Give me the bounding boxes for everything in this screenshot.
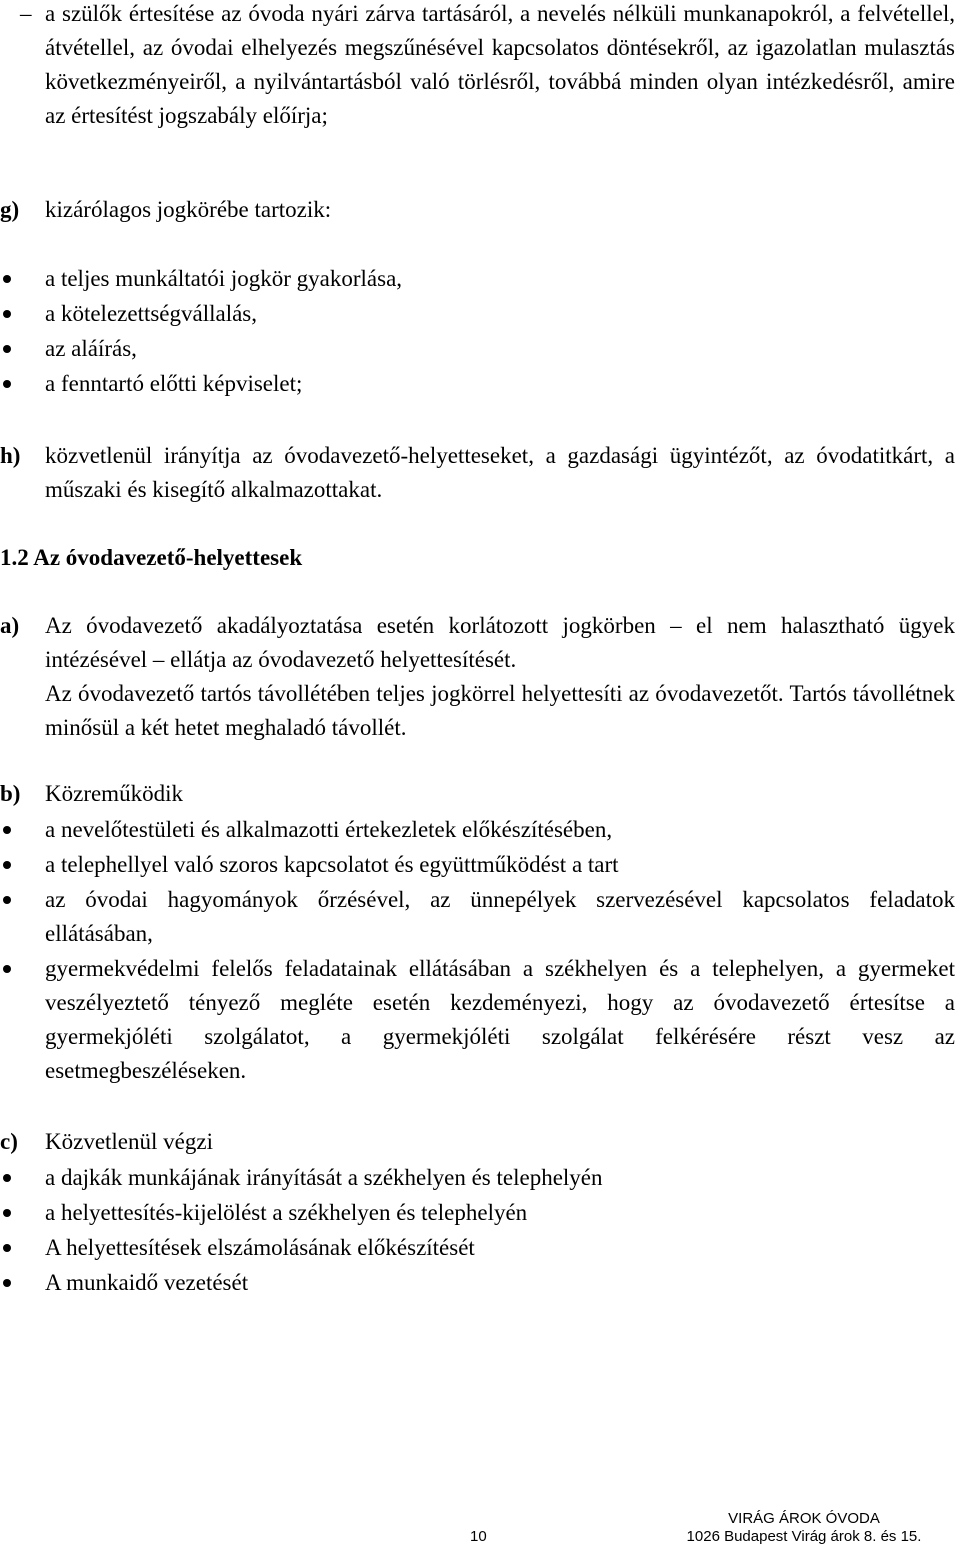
bullet-icon — [3, 861, 11, 869]
section-b-label: b) — [0, 781, 21, 806]
section-h-label: h) — [0, 443, 21, 468]
dash-marker: – — [20, 1, 32, 26]
footer-address: 1026 Budapest Virág árok 8. és 15. — [686, 1528, 922, 1545]
list-item: a fenntartó előtti képviselet; — [0, 367, 955, 401]
list-item: a teljes munkáltatói jogkör gyakorlása, — [0, 262, 955, 296]
section-a-text-1: Az óvodavezető akadályoztatása esetén korlátozott jogkörben – el nem halasztható ügyek intézésével – ellátja az óvodavezető helyettesítését. — [45, 613, 955, 672]
section-a-label: a) — [0, 613, 20, 638]
section-c-label: c) — [0, 1129, 18, 1154]
section-a — [0, 609, 955, 745]
bullet-icon — [3, 826, 11, 834]
list-item: a dajkák munkájának irányítását a székhelyen és telephelyén — [0, 1161, 955, 1195]
section-h-text: közvetlenül irányítja az óvodavezető-helyetteseket, a gazdasági ügyintézőt, az óvodatitkárt, a műszaki és kisegítő alkalmazottakat. — [45, 443, 955, 502]
footer-address-block — [654, 1510, 954, 1546]
section-c-list — [0, 1161, 955, 1301]
bullet-icon — [3, 965, 11, 973]
list-item: az aláírás, — [0, 332, 955, 366]
section-b-list — [0, 813, 955, 1089]
bullet-icon — [3, 310, 11, 318]
section-g-text: kizárólagos jogkörébe tartozik: — [45, 197, 332, 222]
page-number: 10 — [470, 1528, 487, 1545]
bullet-icon — [3, 345, 11, 353]
list-item: A helyettesítések elszámolásának előkészítését — [0, 1231, 955, 1265]
section-b — [0, 777, 955, 811]
list-item: gyermekvédelmi felelős feladatainak ellátásában a székhelyen és a telephelyen, a gyermeket veszélyeztető tényező megléte esetén kezdeményezi, hogy az óvodavezető értesítse a gyermekjóléti szolgálatot, a gyermekjóléti szolgálat felkérésére részt vesz az esetmegbeszéléseken. — [0, 952, 955, 1088]
bullet-icon — [3, 275, 11, 283]
section-a-text-2: Az óvodavezető tartós távollétében teljes jogkörrel helyettesíti az óvodavezetőt. Tartós távollétnek minősül a két hetet meghaladó távollét. — [45, 681, 955, 740]
bullet-icon — [3, 1174, 11, 1182]
bullet-icon — [3, 380, 11, 388]
section-heading: 1.2 Az óvodavezető-helyettesek — [0, 545, 303, 570]
bullet-icon — [3, 896, 11, 904]
list-item: a kötelezettségvállalás, — [0, 297, 955, 331]
bullet-icon — [3, 1209, 11, 1217]
footer-org-name: VIRÁG ÁROK ÓVODA — [728, 1510, 880, 1527]
section-g — [0, 193, 955, 227]
section-c — [0, 1125, 955, 1159]
section-c-text: Közvetlenül végzi — [45, 1129, 213, 1154]
section-g-label: g) — [0, 197, 20, 222]
section-h — [0, 439, 955, 507]
dash-list-item — [20, 0, 955, 133]
list-item: a nevelőtestületi és alkalmazotti értekezletek előkészítésében, — [0, 813, 955, 847]
list-item: a helyettesítés-kijelölést a székhelyen és telephelyén — [0, 1196, 955, 1230]
bullet-icon — [3, 1279, 11, 1287]
dash-item-text: a szülők értesítése az óvoda nyári zárva tartásáról, a nevelés nélküli munkanapokról, a felvétellel, átvétellel, az óvodai elhelyezés megszűnésével kapcsolatos döntésekről, az igazolatlan mulasztás következményeiről, a nyilvántartásból való törlésről, továbbá minden olyan intézkedésről, amire az értesítést jogszabály előírja; — [45, 1, 955, 128]
list-item: az óvodai hagyományok őrzésével, az ünnepélyek szervezésével kapcsolatos feladatok ellátásában, — [0, 883, 955, 951]
section-g-list — [0, 262, 955, 402]
list-item: a telephellyel való szoros kapcsolatot és együttműködést a tart — [0, 848, 955, 882]
bullet-icon — [3, 1244, 11, 1252]
list-item: A munkaidő vezetését — [0, 1266, 955, 1300]
section-b-text: Közreműködik — [45, 781, 183, 806]
